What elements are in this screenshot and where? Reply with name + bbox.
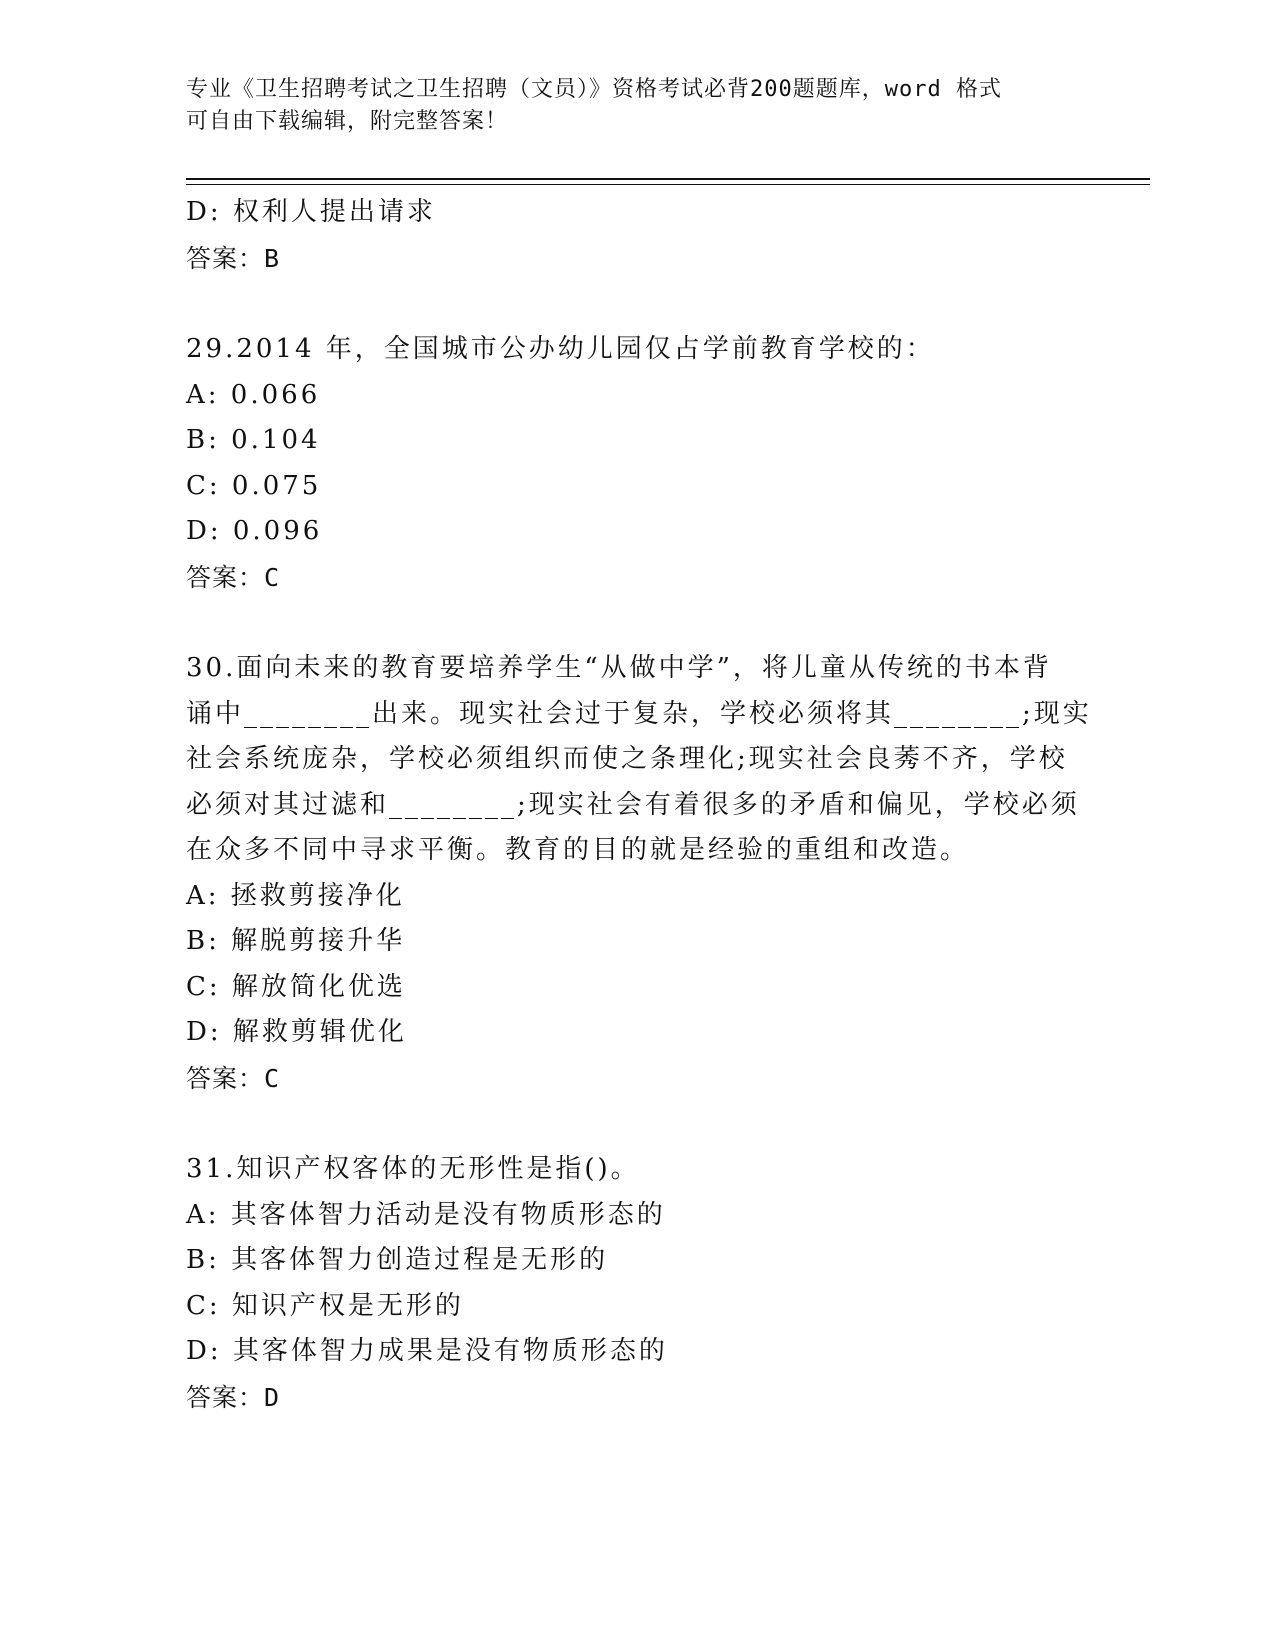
- option-b: B: 解脱剪接升华: [186, 926, 406, 956]
- option-c: C: 知识产权是无形的: [186, 1290, 464, 1321]
- option-d: D: 解救剪辑优化: [186, 1017, 407, 1047]
- option-c: C: 0.075: [186, 470, 322, 501]
- question-stem: 29.2014 年，全国城市公办幼儿园仅占学前教育学校的：: [186, 334, 935, 364]
- document-header: [186, 74, 1066, 138]
- option-d: D: 权利人提出请求: [186, 197, 436, 227]
- question-stem-line-4: 必须对其过滤和________;现实社会有着很多的矛盾和偏见，学校必须: [186, 789, 1080, 820]
- option-b: B: 0.104: [186, 425, 321, 455]
- header-title-line-1: 专业《卫生招聘考试之卫生招聘（文员）》资格考试必背200题题库，word 格式: [186, 77, 1002, 102]
- question-content: [186, 190, 1092, 1420]
- option-d: D: 其客体智力成果是没有物质形态的: [186, 1336, 668, 1366]
- answer-line: 答案：C: [186, 562, 281, 592]
- header-divider-thick: [186, 178, 1150, 180]
- spacer: [186, 1101, 1066, 1147]
- question-stem-line-3: 社会系统庞杂，学校必须组织而使之条理化;现实社会良莠不齐，学校: [186, 744, 1068, 774]
- question-stem-line-5: 在众多不同中寻求平衡。教育的目的就是经验的重组和改造。: [186, 835, 970, 865]
- answer-line: 答案：D: [186, 1382, 281, 1412]
- spacer: [186, 600, 1066, 646]
- question-stem-line-1: 30.面向未来的教育要培养学生“从做中学”，将儿童从传统的书本背: [186, 653, 1052, 683]
- header-title-line-2: 可自由下载编辑，附完整答案！: [186, 109, 509, 134]
- option-c: C: 解放简化优选: [186, 971, 406, 1002]
- spacer: [186, 281, 1066, 327]
- option-a: A: 其客体智力活动是没有物质形态的: [186, 1199, 666, 1230]
- question-stem: 31.知识产权客体的无形性是指()。: [186, 1154, 640, 1184]
- option-b: B: 其客体智力创造过程是无形的: [186, 1245, 609, 1275]
- question-30: [186, 646, 1092, 1101]
- question-31: [186, 1147, 1066, 1420]
- answer-line: 答案：B: [186, 243, 281, 273]
- option-a: A: 拯救剪接净化: [186, 880, 405, 911]
- answer-line: 答案：C: [186, 1063, 281, 1093]
- header-divider-thin: [186, 184, 1150, 185]
- option-d: D: 0.096: [186, 516, 323, 546]
- question-28-tail: [186, 190, 1066, 281]
- question-stem-line-2: 诵中________出来。现实社会过于复杂，学校必须将其________;现实: [186, 698, 1092, 729]
- question-29: [186, 327, 1066, 600]
- option-a: A: 0.066: [186, 379, 321, 410]
